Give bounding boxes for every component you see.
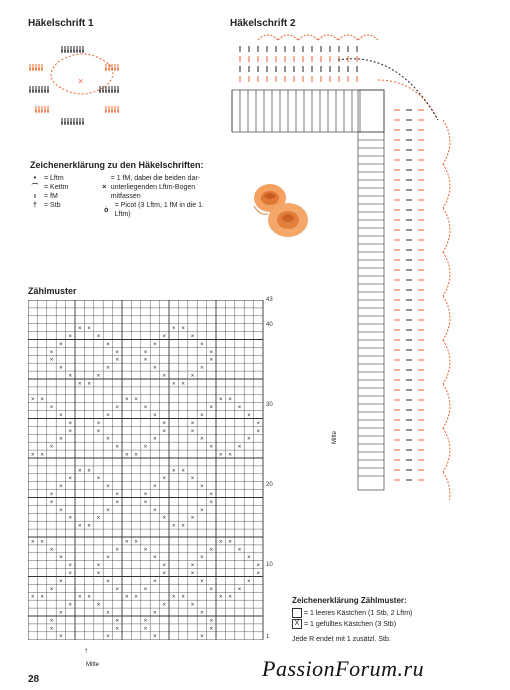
filled-box: × xyxy=(181,326,185,333)
bar-icon: ı xyxy=(34,193,36,200)
filled-box: × xyxy=(143,618,148,625)
filled-box: × xyxy=(162,563,167,570)
filled-box: × xyxy=(143,357,148,364)
empty-box-icon xyxy=(292,608,302,618)
filled-box: × xyxy=(228,594,232,601)
filled-box: × xyxy=(68,373,73,380)
filled-box: × xyxy=(40,539,44,546)
picot-icon: ȯ xyxy=(104,206,109,214)
filled-box: × xyxy=(200,634,204,641)
x-icon: × xyxy=(102,184,107,191)
filled-box: × xyxy=(68,476,73,483)
filled-box: × xyxy=(134,397,138,404)
filled-box: × xyxy=(162,476,167,483)
filled-box: × xyxy=(40,397,44,404)
filled-box: × xyxy=(162,602,167,609)
filled-box: × xyxy=(153,365,157,372)
filled-box: × xyxy=(134,539,138,546)
row-label: 10 xyxy=(266,562,273,568)
filled-box: × xyxy=(68,334,73,340)
filled-box: × xyxy=(162,373,167,380)
legend-text: = Stb xyxy=(44,202,61,209)
filled-box: × xyxy=(68,420,73,427)
filled-box: × xyxy=(49,349,54,356)
filled-box: × xyxy=(228,452,232,459)
filled-box: × xyxy=(162,571,167,577)
filled-box: × xyxy=(228,397,232,404)
filled-box: × xyxy=(87,468,91,475)
filled-box: × xyxy=(200,555,204,562)
filled-box: × xyxy=(143,586,148,593)
filled-box: × xyxy=(209,626,214,633)
legend-row xyxy=(30,201,100,210)
filled-box: × xyxy=(96,571,101,577)
filled-box: × xyxy=(256,563,261,570)
filled-box: × xyxy=(162,420,167,427)
filled-box: × xyxy=(68,602,73,609)
filled-box: × xyxy=(190,563,195,570)
filled-box: × xyxy=(49,499,54,506)
row-label: 43 xyxy=(266,297,273,303)
filled-box: × xyxy=(106,634,110,641)
legend-row xyxy=(102,174,207,201)
row-label: 30 xyxy=(266,402,273,408)
filled-box: × xyxy=(200,436,204,443)
legend-row xyxy=(30,174,100,183)
zlegend-title: Zeichenerklärung Zählmuster: xyxy=(292,596,407,605)
filled-box: × xyxy=(77,468,82,475)
arc-icon: ⌒ xyxy=(31,184,39,191)
filled-box: × xyxy=(96,373,101,380)
filled-box: × xyxy=(247,436,251,443)
filled-box: × xyxy=(153,634,157,641)
filled-box: × xyxy=(115,499,120,506)
filled-box: × xyxy=(256,571,261,577)
filled-box: × xyxy=(87,594,91,601)
filled-box: × xyxy=(40,594,44,601)
legend-left xyxy=(30,174,100,210)
filled-box: × xyxy=(115,405,120,412)
legend-row xyxy=(30,192,100,201)
filled-box: × xyxy=(96,515,101,522)
mitte-arrow-icon: ↑ xyxy=(84,646,88,655)
filled-box: × xyxy=(115,618,120,625)
roses-image xyxy=(246,176,318,246)
filled-box: × xyxy=(162,428,167,435)
filled-box: × xyxy=(96,428,101,435)
filled-box: × xyxy=(218,539,223,546)
filled-box: × xyxy=(124,594,129,601)
filled-box: × xyxy=(87,326,91,333)
filled-box: × xyxy=(200,610,204,617)
filled-box: × xyxy=(153,341,157,348)
filled-box: × xyxy=(256,428,261,435)
filled-box: × xyxy=(77,326,82,333)
filled-box: × xyxy=(153,484,157,491)
filled-box: × xyxy=(200,484,204,491)
filled-box: × xyxy=(237,586,242,593)
filled-box: × xyxy=(59,484,63,491)
zlegend-text: = 1 leeres Kästchen (1 Stb, 2 Lftm) xyxy=(304,610,413,617)
filled-box: × xyxy=(59,341,63,348)
row-label: 1 xyxy=(266,634,270,640)
filled-box: × xyxy=(209,405,214,412)
zlegend-text: = 1 gefülltes Kästchen (3 Stb) xyxy=(304,621,397,628)
filled-box: × xyxy=(181,594,185,601)
filled-box: × xyxy=(30,594,35,601)
zlegend-items xyxy=(292,608,412,645)
filled-box: × xyxy=(49,492,54,498)
mitte-label: Mitte xyxy=(86,662,100,668)
filled-box: × xyxy=(143,349,148,356)
filled-box: × xyxy=(153,507,157,514)
filled-box: × xyxy=(153,436,157,443)
svg-text:×: × xyxy=(78,76,84,86)
filled-box: × xyxy=(209,492,214,498)
filled-box: × xyxy=(200,507,204,514)
filled-box: × xyxy=(115,626,120,633)
filled-box: × xyxy=(115,586,120,593)
filled-box: × xyxy=(124,539,129,546)
filled-box: × xyxy=(59,634,63,641)
filled-box: × xyxy=(209,349,214,356)
filled-box: × xyxy=(96,476,101,483)
filled-box: × xyxy=(247,413,251,419)
filled-box: × xyxy=(40,452,44,459)
filled-box: × xyxy=(96,334,101,340)
filled-box: × xyxy=(115,444,120,451)
filled-box: × xyxy=(171,594,176,601)
legend-right xyxy=(102,174,207,219)
filled-box: × xyxy=(190,420,195,427)
filled-box: × xyxy=(115,547,120,554)
filled-box: × xyxy=(237,444,242,451)
filled-box: × xyxy=(143,492,148,498)
filled-box: × xyxy=(49,547,54,554)
filled-box: × xyxy=(49,405,54,412)
row-label: 40 xyxy=(266,322,273,328)
filled-box: × xyxy=(209,499,214,506)
legend-text: = fM xyxy=(44,193,58,200)
filled-box: × xyxy=(218,452,223,459)
legend-text: = Kettm xyxy=(44,184,69,191)
filled-box: × xyxy=(153,610,157,617)
counting-pattern-grid xyxy=(28,300,264,642)
filled-box: × xyxy=(96,602,101,609)
filled-box: × xyxy=(59,578,63,585)
filled-box: × xyxy=(190,602,195,609)
filled-box: × xyxy=(171,381,176,388)
filled-box: × xyxy=(181,523,185,530)
filled-box: × xyxy=(96,420,101,427)
filled-box: × xyxy=(59,436,63,443)
filled-box: × xyxy=(30,539,35,546)
filled-box: × xyxy=(59,555,63,562)
filled-box: × xyxy=(59,610,63,617)
filled-box: × xyxy=(190,428,195,435)
legend-text: = Picot (3 Lftm, 1 fM in die 1. Lftm) xyxy=(114,202,204,218)
filled-box: × xyxy=(190,571,195,577)
filled-box: × xyxy=(171,326,176,333)
filled-box: × xyxy=(106,484,110,491)
row-label: 20 xyxy=(266,482,273,488)
filled-box: × xyxy=(153,578,157,585)
filled-box: × xyxy=(59,507,63,514)
filled-box: × xyxy=(200,341,204,348)
filled-box: × xyxy=(134,594,138,601)
filled-box: × xyxy=(115,492,120,498)
crochet-chart-2 xyxy=(228,30,468,500)
filled-box: × xyxy=(209,357,214,364)
filled-box: × xyxy=(171,523,176,530)
filled-box: × xyxy=(200,365,204,372)
filled-box: × xyxy=(228,539,232,546)
legend-text: = Lftm xyxy=(44,175,64,182)
filled-box: × xyxy=(59,413,63,419)
filled-box-icon: X xyxy=(292,619,302,629)
filled-box: × xyxy=(106,578,110,585)
filled-box: × xyxy=(30,452,35,459)
filled-box: × xyxy=(49,586,54,593)
filled-box: × xyxy=(30,397,35,404)
filled-box: × xyxy=(96,563,101,570)
filled-box: × xyxy=(68,571,73,577)
filled-box: × xyxy=(143,444,148,451)
zaehlmuster-title: Zählmuster xyxy=(28,286,77,296)
filled-box: × xyxy=(162,515,167,522)
filled-box: × xyxy=(143,499,148,506)
filled-box: × xyxy=(49,618,54,625)
page-number: 28 xyxy=(28,674,40,685)
filled-box: × xyxy=(153,413,157,419)
filled-box: × xyxy=(49,626,54,633)
filled-box: × xyxy=(106,436,110,443)
filled-box: × xyxy=(87,523,91,530)
filled-box: × xyxy=(143,626,148,633)
filled-box: × xyxy=(77,594,82,601)
filled-box: × xyxy=(68,428,73,435)
filled-box: × xyxy=(77,381,82,388)
legend-text: = 1 fM, dabei die beiden dar-unterliegenden Lftm-Bogen mitfassen xyxy=(110,175,200,200)
chart1-title: Häkelschrift 1 xyxy=(28,18,94,29)
chart2-title: Häkelschrift 2 xyxy=(230,18,296,29)
filled-box: × xyxy=(162,334,167,340)
filled-box: × xyxy=(106,610,110,617)
filled-box: × xyxy=(134,452,138,459)
filled-box: × xyxy=(218,594,223,601)
filled-box: × xyxy=(106,365,110,372)
filled-box: × xyxy=(143,405,148,412)
legend-row xyxy=(30,183,100,192)
filled-box: × xyxy=(237,405,242,412)
legend-row xyxy=(102,201,207,219)
filled-box: × xyxy=(115,357,120,364)
filled-box: × xyxy=(49,357,54,364)
filled-box: × xyxy=(190,476,195,483)
filled-box: × xyxy=(190,373,195,380)
cross-bar-icon: † xyxy=(33,202,37,209)
filled-box: × xyxy=(209,618,214,625)
filled-box: × xyxy=(143,547,148,554)
filled-box: × xyxy=(200,413,204,419)
filled-box: × xyxy=(106,507,110,514)
filled-box: × xyxy=(106,341,110,348)
crochet-chart-1 xyxy=(28,34,138,130)
filled-box: × xyxy=(49,444,54,451)
filled-box: × xyxy=(256,420,261,427)
filled-box: × xyxy=(124,452,129,459)
filled-box: × xyxy=(218,397,223,404)
filled-box: × xyxy=(209,586,214,593)
filled-box: × xyxy=(200,578,204,585)
dot-icon: • xyxy=(33,175,37,182)
filled-box: × xyxy=(87,381,91,388)
mitte-label-right: Mitte xyxy=(332,430,338,444)
filled-box: × xyxy=(68,563,73,570)
filled-box: × xyxy=(115,349,120,356)
watermark: PassionForum.ru xyxy=(262,656,425,681)
filled-box: × xyxy=(190,334,195,340)
filled-box: × xyxy=(237,547,242,554)
filled-box: × xyxy=(209,547,214,554)
filled-box: × xyxy=(77,523,82,530)
zlegend-note: Jede R endet mit 1 zusätzl. Stb. xyxy=(292,636,391,643)
filled-box: × xyxy=(171,468,176,475)
filled-box: × xyxy=(190,515,195,522)
filled-box: × xyxy=(247,578,251,585)
filled-box: × xyxy=(59,365,63,372)
legend-title: Zeichenerklärung zu den Häkelschriften: xyxy=(30,160,204,170)
filled-box: × xyxy=(124,397,129,404)
filled-box: × xyxy=(106,555,110,562)
filled-box: × xyxy=(181,381,185,388)
filled-box: × xyxy=(181,468,185,475)
filled-box: × xyxy=(153,555,157,562)
filled-box: × xyxy=(247,555,251,562)
filled-box: × xyxy=(106,413,110,419)
filled-box: × xyxy=(68,515,73,522)
filled-box: × xyxy=(209,444,214,451)
